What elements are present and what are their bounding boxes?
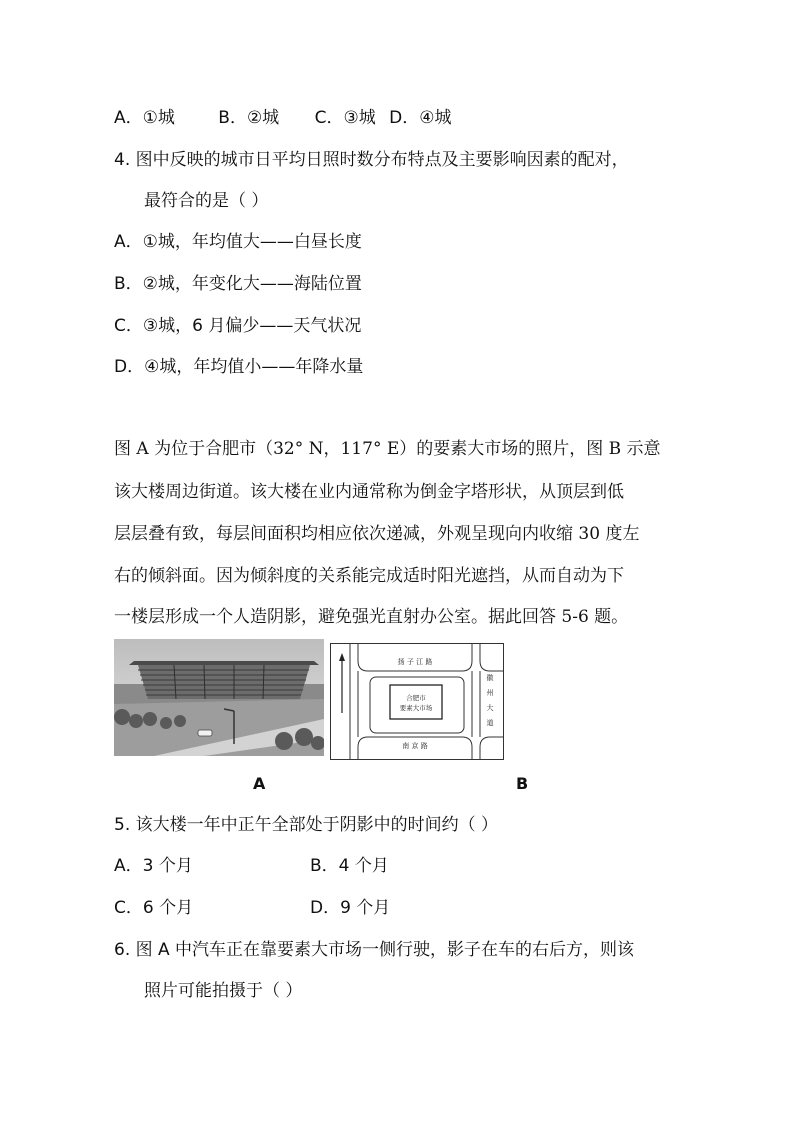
- road-label-north: 扬 子 江 路: [397, 658, 433, 666]
- passage-line-2: 该大楼周边街道。该大楼在业内通常称为倒金字塔形状，从顶层到低: [114, 482, 624, 502]
- caption-b: B: [516, 774, 529, 793]
- road-label-east-3: 大: [486, 704, 494, 712]
- q6-stem-line2: 照片可能拍摄于（ ）: [144, 981, 303, 1001]
- q5-option-c: C．6 个月: [114, 898, 194, 918]
- road-label-east-4: 道: [486, 719, 494, 727]
- street-map: [330, 643, 504, 760]
- road-label-east-1: 徽: [486, 674, 494, 682]
- passage-line-5: 一楼层形成一个人造阴影，避免强光直射办公室。据此回答 5-6 题。: [114, 607, 629, 627]
- passage-line-3: 层层叠有致，每层间面积均相应依次递减，外观呈现向内收缩 30 度左: [114, 524, 640, 544]
- q5-stem: 5. 该大楼一年中正午全部处于阴影中的时间约（ ）: [114, 815, 499, 835]
- q5-option-b: B．4 个月: [310, 856, 389, 876]
- q3-option-b: B．②城: [218, 108, 280, 128]
- q3-option-a: A．①城: [114, 108, 175, 128]
- building-label-2: 要素大市场: [399, 704, 433, 712]
- q4-stem-line1: 4. 图中反映的城市日平均日照时数分布特点及主要影响因素的配对，: [114, 150, 629, 170]
- q5-option-d: D．9 个月: [310, 898, 391, 918]
- q5-option-a: A．3 个月: [114, 856, 193, 876]
- passage-line-4: 右的倾斜面。因为倾斜度的关系能完成适时阳光遮挡，从而自动为下: [114, 566, 624, 586]
- caption-a: A: [253, 774, 266, 793]
- q3-option-c: C．③城: [314, 108, 376, 128]
- q4-stem-line2: 最符合的是（ ）: [144, 191, 269, 211]
- q3-options: [114, 107, 451, 129]
- q6-stem-line1: 6. 图 A 中汽车正在靠要素大市场一侧行驶，影子在车的右后方，则该: [114, 940, 635, 960]
- q4-option-d: D．④城，年均值小——年降水量: [114, 357, 364, 377]
- passage-line-1: 图 A 为位于合肥市（32° N，117° E）的要素大市场的照片，图 B 示意: [114, 439, 661, 459]
- q3-option-d: D．④城: [389, 108, 452, 128]
- building-label-1: 合肥市: [406, 694, 426, 702]
- q4-option-c: C．③城，6 月偏少——天气状况: [114, 316, 362, 336]
- road-label-south: 南 京 路: [402, 742, 428, 750]
- q4-option-b: B．②城，年变化大——海陆位置: [114, 274, 362, 294]
- building-photo: [114, 639, 324, 756]
- q4-option-a: A．①城，年均值大——白昼长度: [114, 232, 362, 252]
- road-label-east-2: 州: [486, 689, 494, 697]
